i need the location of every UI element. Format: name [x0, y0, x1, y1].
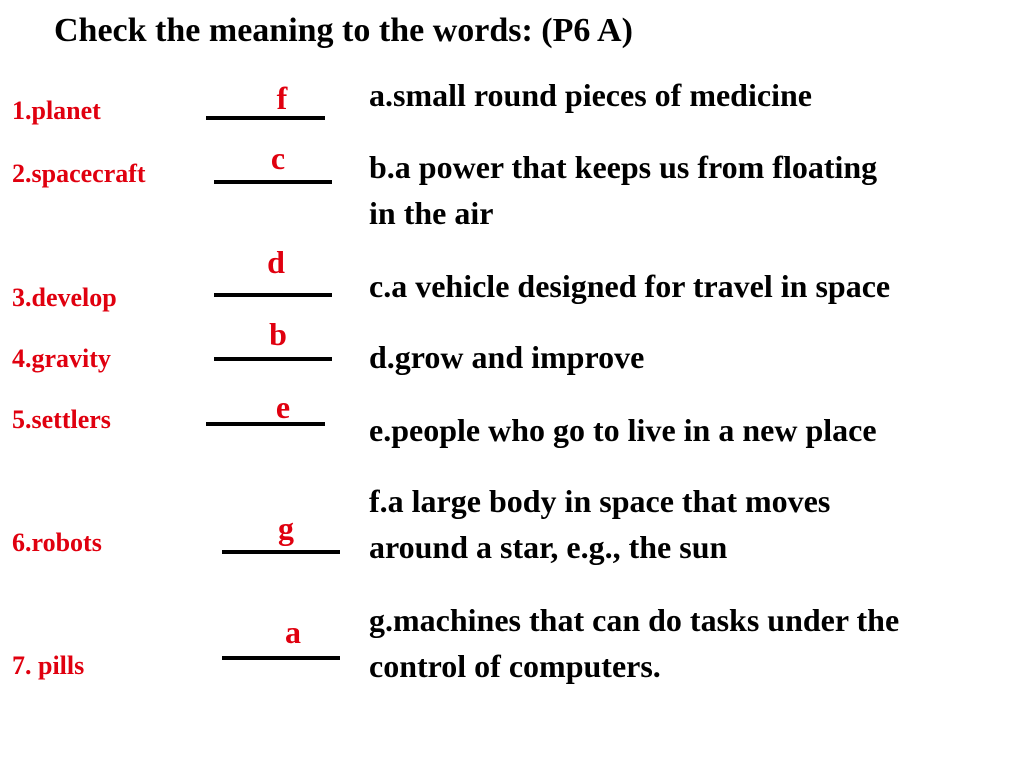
answer-letter-2: c [270, 140, 286, 176]
definition-a [369, 72, 1024, 118]
definition-d-line1: d.grow and improve [369, 339, 645, 375]
definition-g [369, 597, 1024, 689]
definition-f [369, 478, 1024, 570]
answer-blank-3[interactable] [214, 293, 332, 297]
definition-e-line1: e.people who go to live in a new place [369, 412, 877, 448]
definition-f-line1: f.a large body in space that moves [369, 483, 831, 519]
definition-a-line1: a.small round pieces of medicine [369, 77, 812, 113]
definition-g-line1: g.machines that can do tasks under the [369, 602, 900, 638]
word-robots: 6.robots [12, 528, 102, 557]
word-planet: 1.planet [12, 96, 101, 125]
word-gravity: 4.gravity [12, 344, 111, 373]
answer-letter-6: g [278, 510, 294, 546]
answer-letter-3: d [267, 244, 285, 280]
definition-e [369, 407, 1024, 453]
word-settlers: 5.settlers [12, 405, 111, 434]
definition-d [369, 334, 1024, 380]
definition-b [369, 144, 1024, 236]
page-title: Check the meaning to the words: (P6 A) [54, 12, 633, 49]
answer-letter-4: b [269, 316, 287, 352]
definition-c-line1: c.a vehicle designed for travel in space [369, 268, 891, 304]
answer-blank-4[interactable] [214, 357, 332, 361]
definition-b-line2: in the air [369, 195, 494, 231]
word-spacecraft: 2.spacecraft [12, 159, 146, 188]
answer-blank-6[interactable] [222, 550, 340, 554]
answer-letter-7: a [285, 614, 301, 650]
definition-g-line2: control of computers. [369, 648, 661, 684]
word-pills: 7. pills [12, 651, 85, 680]
definition-c [369, 263, 1024, 309]
answer-blank-7[interactable] [222, 656, 340, 660]
answer-blank-2[interactable] [214, 180, 332, 184]
answer-letter-5: e [275, 389, 291, 425]
answer-letter-1: f [276, 80, 288, 116]
definition-b-line1: b.a power that keeps us from floating [369, 149, 878, 185]
definition-f-line2: around a star, e.g., the sun [369, 529, 728, 565]
word-develop: 3.develop [12, 283, 117, 312]
